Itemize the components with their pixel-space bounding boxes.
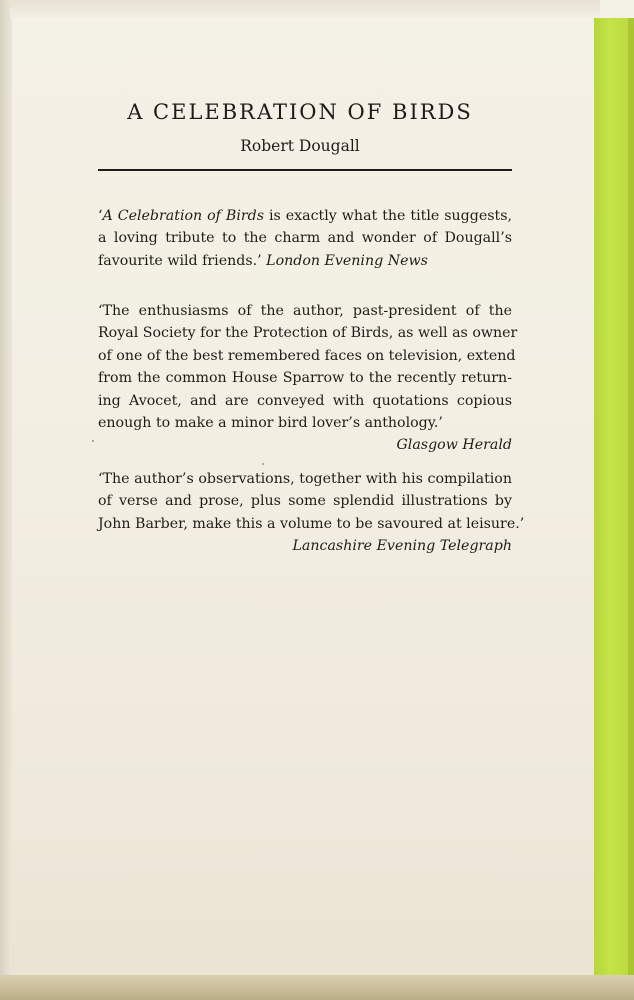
review-line: a loving tribute to the charm and wonder of Dougall’s: [98, 230, 512, 247]
review-lancashire-evening-telegraph: [98, 468, 525, 558]
review-source: Glasgow Herald: [396, 437, 512, 454]
review-line: Royal Society for the Protection of Birds, as well as owner: [98, 325, 518, 342]
cover-top-edge: [10, 0, 600, 18]
paper-speck: [262, 463, 264, 465]
review-line: from the common House Sparrow to the recently return-: [98, 370, 512, 387]
review-line-text: favourite wild friends.’: [98, 252, 262, 269]
review-line: of verse and prose, plus some splendid illustrations by: [98, 493, 512, 510]
review-glasgow-herald: [98, 300, 518, 457]
paper-speck: [92, 440, 94, 442]
review-line: ing Avocet, and are conveyed with quotations copious: [98, 392, 512, 409]
review-source: Lancashire Evening Telegraph: [292, 538, 512, 555]
review-line: ‘A Celebration of Birds is exactly what the title suggests,: [98, 208, 512, 224]
spine-shadow: [628, 18, 634, 978]
book-title: A CELEBRATION OF BIRDS: [127, 100, 473, 124]
cover-bottom-edge: [0, 975, 634, 1000]
review-line: enough to make a minor bird lover’s anthology.’: [98, 414, 443, 431]
review-last-line: [98, 250, 512, 272]
review-line-rest: is exactly what the title suggests,: [264, 208, 512, 224]
book-author: Robert Dougall: [240, 137, 360, 155]
title-divider: [98, 169, 512, 171]
review-london-evening-news: [98, 205, 512, 272]
review-line: ‘The enthusiasms of the author, past-president of the: [98, 303, 512, 319]
review-line: ‘The author’s observations, together with his compilation: [98, 471, 512, 487]
review-source: London Evening News: [266, 252, 428, 269]
review-line: John Barber, make this a volume to be savoured at leisure.’: [98, 515, 525, 532]
review-title-italic: A Celebration of Birds: [102, 208, 264, 224]
review-line: of one of the best remembered faces on television, extend: [98, 347, 516, 364]
